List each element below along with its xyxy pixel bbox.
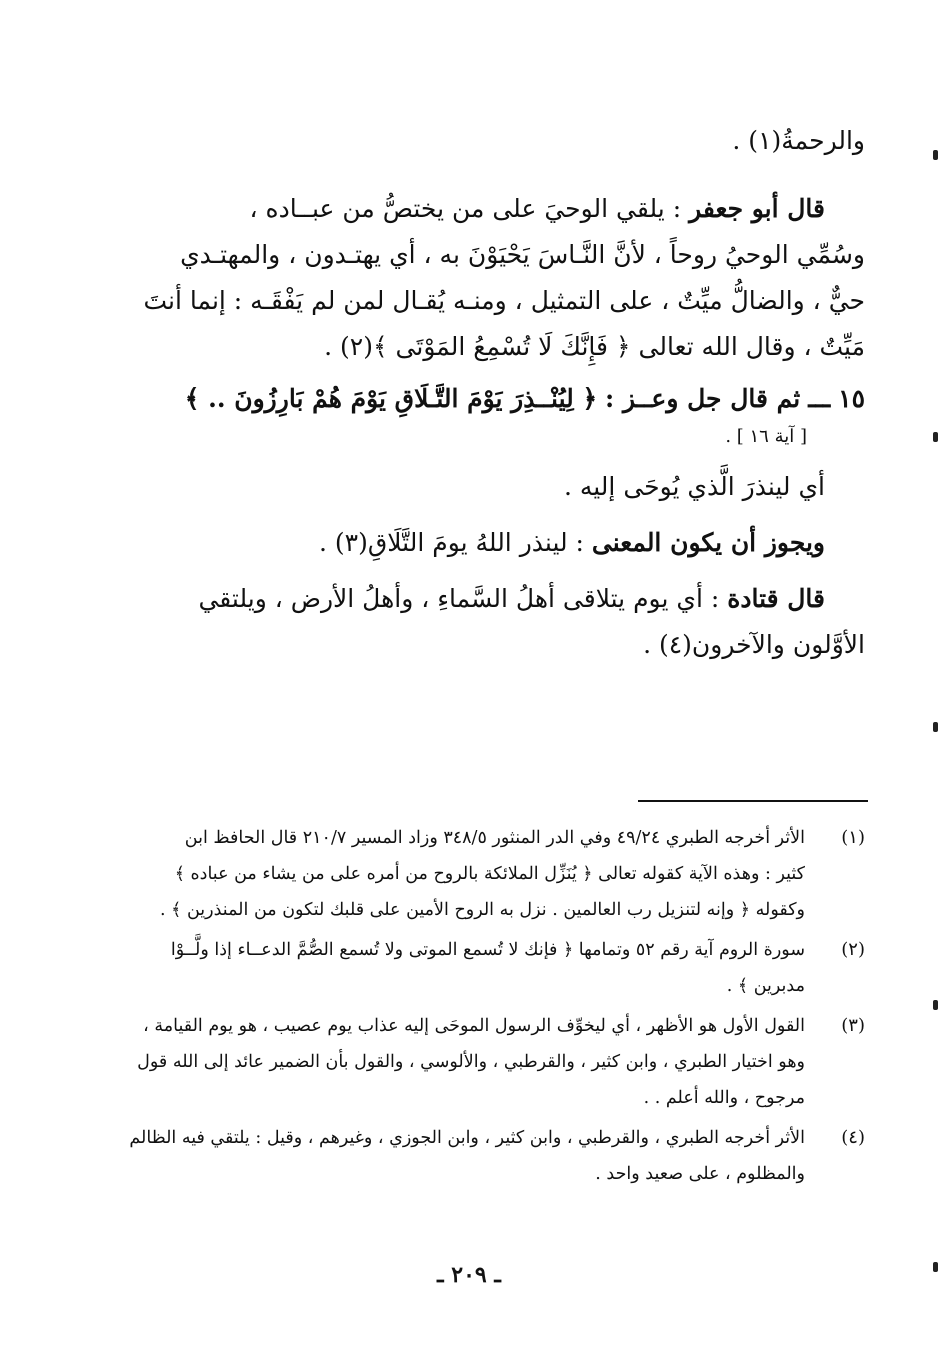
item-dash: ـــ (808, 384, 831, 413)
footnote-number: (٤) (841, 1127, 865, 1148)
text-line: حيٌّ ، والضالُّ ميِّتٌ ، على التمثيل ، ومنـه يُقـال لمن لم يَفْقَـه : إنما أنتَ (143, 286, 865, 315)
scan-edge-mark (933, 432, 938, 442)
footnote (120, 820, 865, 928)
text-line: مَيِّتٌ ، وقال الله تعالى ﴿ فَإِنَّكَ لَا تُسْمِعُ المَوْتَى ﴾(٢) . (324, 332, 865, 361)
text-line: الأوَّلون والآخرون(٤) . (643, 630, 865, 659)
footnote-number: (١) (841, 827, 865, 848)
scan-edge-mark (933, 722, 938, 732)
footnote-line: مرجوح ، والله أعلم . . (643, 1088, 805, 1108)
footnote-number: (٢) (841, 939, 865, 960)
text-line: أي لينذرَ الَّذي يُوحَى إليه . (563, 472, 825, 501)
footnote-line: الأثر أخرجه الطبري ، والقرطبي ، وابن كثير ، وابن الجوزي ، وغيرهم ، وقيل : يلتقي فيه الظالم (129, 1128, 805, 1148)
footnote-divider (638, 800, 868, 802)
speaker-name: قال أبو جعفر (689, 194, 825, 223)
footnote-line: وكقوله ﴿ وإنه لتنزيل رب العالمين . نزل به الروح الأمين على قلبك لتكون من المنذرين ﴾ . (160, 900, 805, 920)
paragraph-abu-jafar (120, 186, 825, 232)
scan-edge-mark (933, 1262, 938, 1272)
text-line: ويجوز أن يكون المعنى : لينذر اللهُ يومَ التَّلَاقِ(٣) . (319, 528, 825, 557)
text-line: وسُمِّي الوحيُ روحاً ، لأنَّ النَّـاسَ يَحْيَوْنَ به ، أي يهتـدون ، والمهتـدي (180, 240, 865, 269)
footnote-number: (٣) (841, 1015, 865, 1036)
footnotes (120, 820, 865, 1196)
footnote-line: وهو اختيار الطبري ، وابن كثير ، والقرطبي ، والألوسي ، والقول بأن الضمير عائد إلى الله قول (137, 1052, 805, 1072)
scan-edge-mark (933, 150, 938, 160)
footnote-line: مدبرين ﴾ . (726, 976, 805, 996)
page-number: ـ ٢٠٩ ـ (437, 1262, 501, 1288)
footnote (120, 1120, 865, 1192)
footnote-line: سورة الروم آية رقم ٥٢ وتمامها ﴿ فإنك لا تُسمع الموتى ولا تُسمع الصُّمَّ الدعــاء إذا ولَّــوْا (170, 940, 805, 960)
footnote-line: والمظلوم ، على صعيد واحد . (595, 1164, 805, 1184)
verse-item (120, 376, 865, 422)
bold-phrase: ويجوز أن يكون المعنى (591, 528, 825, 557)
footnote-line: الأثر أخرجه الطبري ٤٩/٢٤ وفي الدر المنثور ٣٤٨/٥ وزاد المسير ٢١٠/٧ قال الحافظ ابن (184, 828, 805, 848)
speaker-name: قال قتادة (727, 584, 825, 613)
text-line: والرحمةُ(١) . (732, 126, 865, 155)
quran-verse: ﴿ لِيُنْــذِرَ يَوْمَ التَّـلَاقِ يَوْمَ هُمْ بَارِزُونَ .. ﴾ (184, 384, 598, 413)
scan-edge-mark (933, 1000, 938, 1010)
footnote (120, 1008, 865, 1116)
main-text (120, 118, 865, 668)
footnote-line: كثير : وهذه الآية كقوله تعالى ﴿ يُنَزِّل الملائكة بالروح من أمره على من يشاء من عباده ﴾ (174, 864, 805, 884)
item-intro: ثم قال جل وعــز : (605, 384, 801, 413)
text-line: : أي يوم يتلاقى أهلُ السَّماءِ ، وأهلُ الأرض ، ويلتقي (198, 584, 728, 613)
item-number: ١٥ (838, 384, 865, 413)
paragraph-qatada (120, 576, 825, 622)
footnote-line: القول الأول هو الأظهر ، أي ليخوِّف الرسول الموحَى إليه عذاب يوم عصيب ، هو يوم القيامة ، (143, 1016, 805, 1036)
footnote (120, 932, 865, 1004)
text-line: : يلقي الوحيَ على من يختصُّ من عبــاده ، (249, 194, 690, 223)
verse-reference: [ آية ١٦ ] . (725, 426, 807, 447)
